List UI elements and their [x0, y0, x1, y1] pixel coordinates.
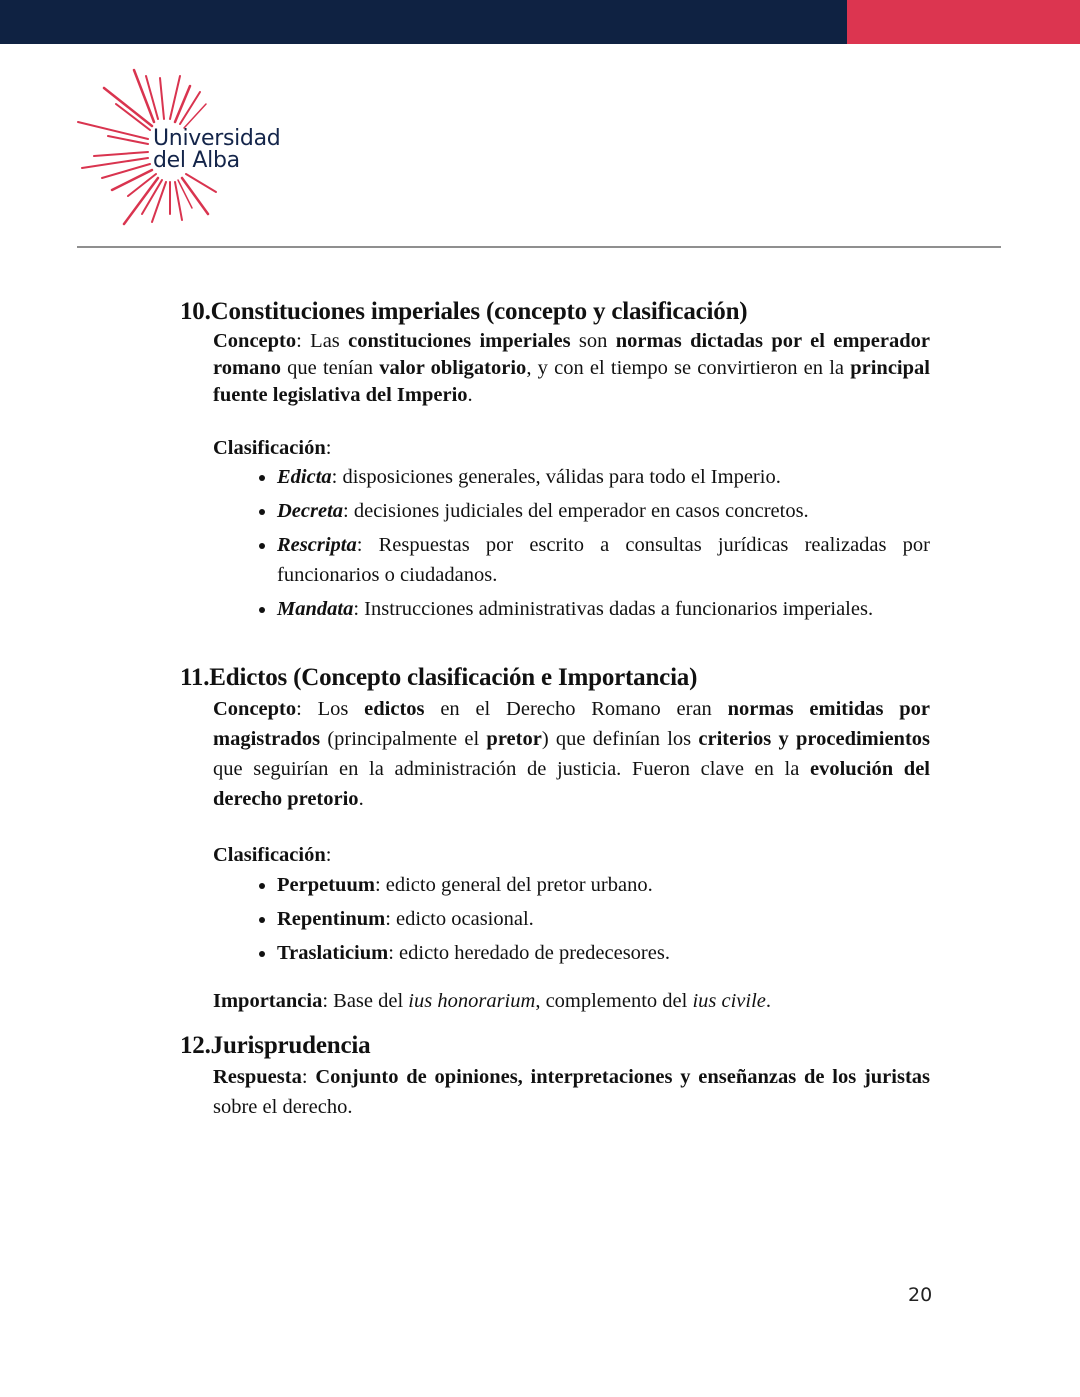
section-12	[180, 1030, 930, 1122]
list-item: • Decreta: decisiones judiciales del emperador en casos concretos.	[277, 496, 930, 526]
logo-line-2: del Alba	[153, 148, 240, 173]
list-item: • Repentinum: edicto ocasional.	[277, 904, 930, 934]
list-item: • Mandata: Instrucciones administrativas dadas a funcionarios imperiales.	[277, 594, 930, 624]
section-10	[180, 296, 930, 624]
header-divider	[77, 246, 1001, 248]
list-item: • Traslaticium: edicto heredado de predecesores.	[277, 938, 930, 968]
clasificacion-label: Clasificación:	[213, 437, 332, 459]
concepto-paragraph: Concepto: Los edictos en el Derecho Romano eran normas emitidas por magistrados (principalmente el pretor) que definían los criterios y procedimientos que seguirían en la administración de justicia. Fueron clave en la evolución del derecho pretorio.	[213, 698, 931, 810]
concepto-paragraph: Concepto: Las constituciones imperiales son normas dictadas por el emperador romano que tenían valor obligatorio, y con el tiempo se convirtieron en la principal fuente legislativa del Imperio.	[213, 330, 931, 406]
section-title-text: Jurisprudencia	[210, 1032, 371, 1059]
university-logo	[72, 64, 292, 229]
section-title	[180, 662, 930, 694]
clasificacion-list	[213, 870, 930, 968]
section-number: 10.	[180, 298, 211, 325]
document-body	[180, 296, 930, 1122]
list-item: • Rescripta: Respuestas por escrito a consultas jurídicas realizadas por funcionarios o ciudadanos.	[277, 530, 930, 590]
clasificacion-list	[213, 462, 930, 624]
logo-line-1: Universidad	[153, 126, 281, 151]
section-number: 11.	[180, 664, 210, 691]
respuesta-paragraph: Respuesta: Conjunto de opiniones, interpretaciones y enseñanzas de los juristas sobre el derecho.	[213, 1066, 930, 1118]
section-number: 12.	[180, 1032, 211, 1059]
page-number: 20	[908, 1284, 933, 1306]
header-accent-block	[847, 0, 1080, 44]
section-title	[180, 296, 930, 328]
list-item: • Perpetuum: edicto general del pretor urbano.	[277, 870, 930, 900]
importancia-paragraph: Importancia: Base del ius honorarium, complemento del ius civile.	[213, 990, 771, 1012]
section-11	[180, 662, 930, 1016]
section-title	[180, 1030, 930, 1062]
clasificacion-label: Clasificación:	[213, 844, 332, 866]
section-title-text: Edictos (Concepto clasificación e Importancia)	[209, 664, 698, 691]
section-title-text: Constituciones imperiales (concepto y clasificación)	[210, 298, 748, 325]
list-item: • Edicta: disposiciones generales, válidas para todo el Imperio.	[277, 462, 930, 492]
